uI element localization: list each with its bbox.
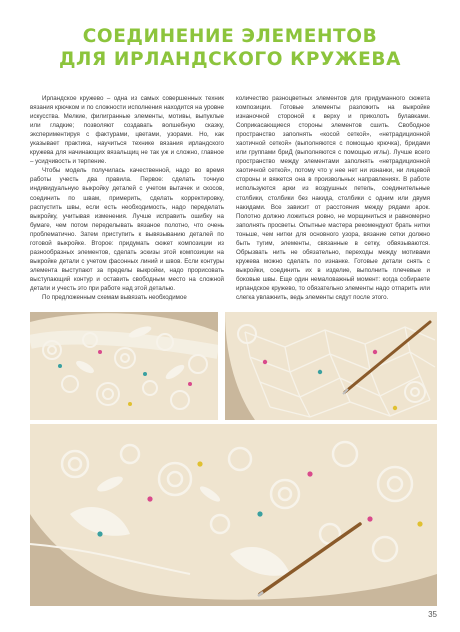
paragraph: Чтобы модель получилась качественной, надо во время работы учесть два правила. Первое: сделать точную индивидуальную выкройку деталей с учетом вытачек и скосов, соединить по швам, примерить, сделать корректировку, распустить швы, если есть необходимость, надо переделать выкройку, учитывая изменения. Лучше исправить ошибку на бумаге, чем потом переделывать вязаное полотно, что очень проблематично. Затем приступить к вывязыванию деталей по готовой выкройке. Второе: придумать сюжет композиции из разнообразных элементов, сделать эскизы этой композиции на выкройке детали с учетом фасонных линий и швов. Если контуры элемента выступают за пределы выкройки, надо прорисовать выступающий контур и оставить свободным место на сложной детали и учесть это при работе над этой деталью. (30, 167, 224, 292)
pinned-lace-elements-icon (30, 424, 437, 606)
page-number: 35 (428, 610, 437, 619)
title-line-1: СОЕДИНЕНИЕ ЭЛЕМЕНТОВ (82, 26, 378, 47)
lace-photo-top-left (30, 312, 218, 420)
article-left-column (30, 94, 224, 302)
paragraph: количество разноцветных элементов для придуманного сюжета композиции. Готовые элементы разложить на выкройке изнаночной стороной к верху и приколоть булавками. Соприкасающиеся стороны элементов сшить. Свободное пространство заполнять «косой сеткой», «нетрадиционной хаотичной сеткой» (выполняются с помощью крючка), бридами или группами бриД (выполняются с помощью иглы). Лучше всего пространство между элементами заполнять «нетрадиционной хаотичной сеткой», потому что у нее нет ни изнанки, ни лицевой стороны и вяжется она в произвольных направлениях. В работе используются арки из воздушных петель, соединительные столбики, столбики без накида, столбики с одним или двумя накидами. Все зависит от расстояния между рядами арок. Полотно должно ложиться ровно, не морщиниться и равномерно заполнять просветы. Опытные мастера рекомендуют брать нитки тоньше, чем нитки для основного узора, вязание сетки должно быть тугим, элементы, связанные в сетку, обвязываются. Обрызвать нить не обязательно, переходы между мотивами кружева можно сделать по изнанке. Готовые детали снять с выкройки, соединить их в изделие, выполнить плечевые и боковые швы. Еще один немаловажный момент: когда собираете ирландское кружево, то обязательно элементы надо отпарить или слегка увлажнить, ведь элементы сядут после этого. (236, 95, 430, 302)
lace-motifs-on-pattern-icon (30, 312, 218, 420)
crochet-mesh-in-progress-icon (225, 312, 437, 420)
article-right-column (236, 94, 430, 302)
title-line-2: ДЛЯ ИРЛАНДСКОГО КРУЖЕВА (58, 49, 402, 70)
lace-photo-bottom (30, 424, 437, 606)
lace-photo-top-right (225, 312, 437, 420)
article-title (0, 25, 460, 71)
paragraph: По предложенным схемам вывязать необходимое (42, 294, 187, 302)
paragraph: Ирландское кружево – одна из самых совершенных техник вязания крючком и по сложности исполнения находится на уровне искусства. Мелкие, филигранные элементы, мотивы, выпуклые или гладкие; позволяют создавать волшебную сказку, экспериментируя с фактурами, цветами, узорами. Но, как указывает практика, научиться технике вязания ирландского кружева для начинающих вязальщиц не так уж и сложно, главное – усидчивость и терпение. (30, 95, 224, 166)
